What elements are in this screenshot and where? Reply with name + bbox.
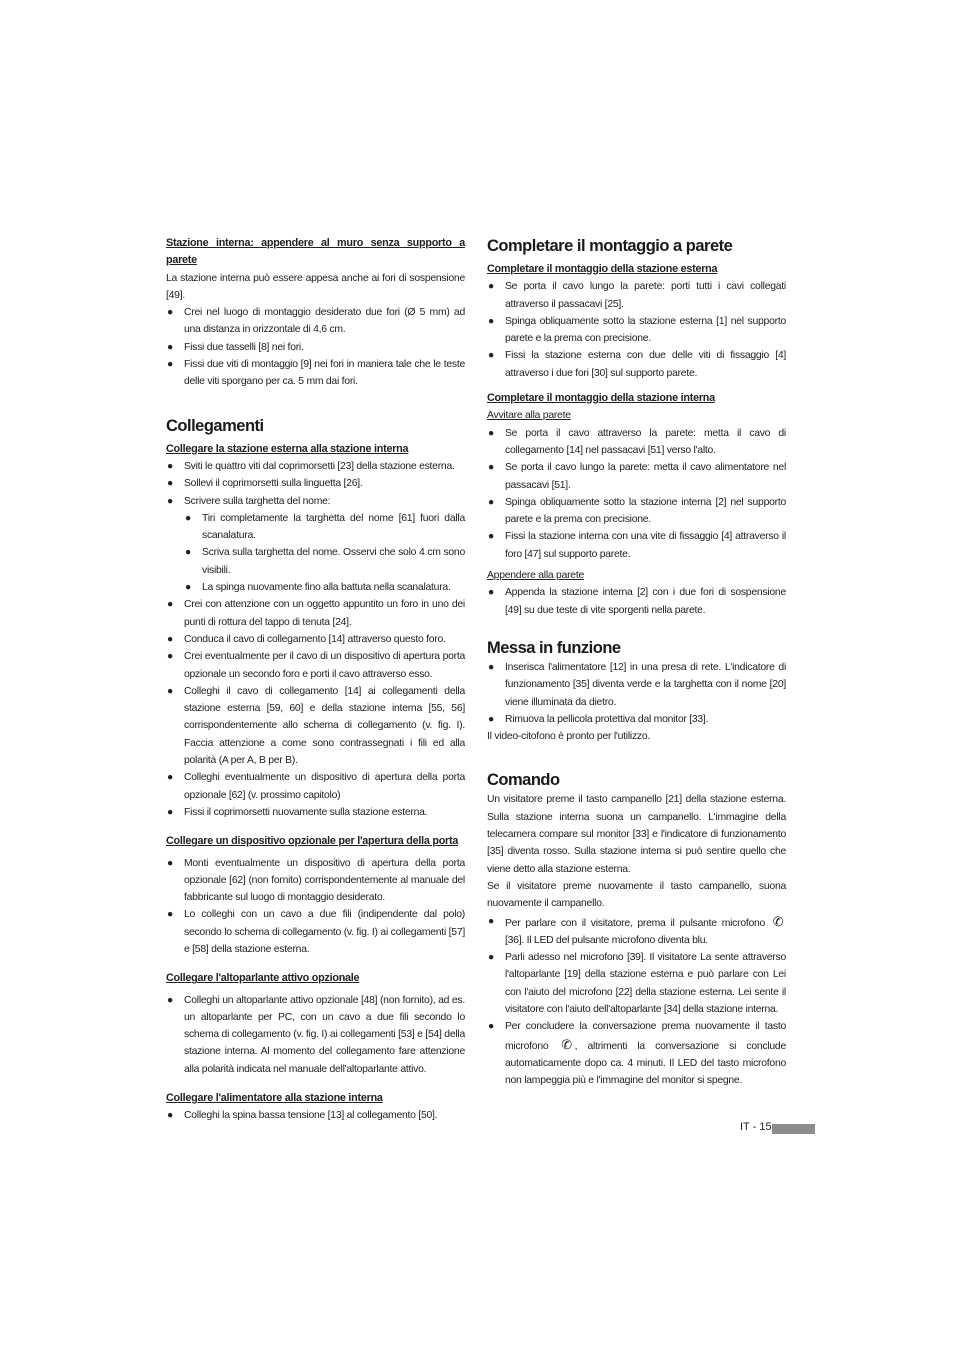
page-footer-bar: [772, 1124, 815, 1134]
bullet-icon: ●: [167, 599, 174, 611]
bullet-list: [487, 425, 786, 563]
bullet-list: [166, 1107, 465, 1124]
subsection-title-screw: Avvitare alla parete: [487, 410, 571, 422]
bullet-list: [166, 458, 465, 596]
list-item: ● Sollevi il coprimorsetti sulla linguetta [26].: [166, 475, 465, 492]
list-item: ● Sviti le quattro viti dal coprimorsetti [23] della stazione esterna.: [166, 458, 465, 475]
list-item: ● Crei eventualmente per il cavo di un dispositivo di apertura porta opzionale un secondo foro e porti il cavo attraverso esso.: [166, 648, 465, 683]
bullet-icon: ●: [488, 915, 495, 927]
paragraph: Un visitatore preme il tasto campanello [21] della stazione esterna. Sulla stazione interna suona un campanello. L'immagine della telecamera compare sul monitor [33] e l'indicatore di funzionamento [35] diventa rosso. Sulla stazione interna si può sentire quello che viene detto alla stazione esterna.: [487, 794, 786, 875]
list-item: ● Tiri completamente la targhetta del nome [61] fuori dalla scanalatura.: [184, 510, 465, 545]
list-item: ● La spinga nuovamente fino alla battuta nella scanalatura.: [184, 579, 465, 596]
heading-comando: Comando: [487, 771, 560, 790]
bullet-icon: ●: [167, 994, 174, 1006]
list-item: ● Parli adesso nel microfono [39]. Il visitatore La sente attraverso l'altoparlante [19] della stazione esterna e può parlare con Lei con l'aiuto del microfono [22] della stazione esterna. Lei sente il visitatore con l'aiuto dell'altoparlante [34] della stazione interna.: [487, 949, 786, 1018]
list-item: ● Colleghi il cavo di collegamento [14] ai collegamenti della stazione esterna [59, 60] e della stazione interna [55, 56] corrispondentemente allo schema di collegamento (v. fig. I). Faccia attenzione a come sono contrassegnati i fili ed alla polarità (A per A, B per B).: [166, 683, 465, 769]
list-item: ● Se porta il cavo lungo la parete: porti tutti i cavi collegati attraverso il passacavi [25].: [487, 278, 786, 313]
list-item: ● Lo colleghi con un cavo a due fili (indipendente dal polo) secondo lo schema di collegamento (v. fig. I) ai collegamenti [57] e [58] della stazione esterna.: [166, 906, 465, 958]
list-item: ● Spinga obliquamente sotto la stazione esterna [1] nel supporto parete e la prema con precisione.: [487, 313, 786, 348]
bullet-icon: ●: [167, 857, 174, 869]
bullet-icon: ●: [488, 531, 495, 543]
heading-collegamenti: Collegamenti: [166, 416, 264, 435]
list-item: ● Fissi la stazione esterna con due delle viti di fissaggio [4] attraverso i due fori [30] sul supporto parete.: [487, 347, 786, 382]
bullet-list: [166, 304, 465, 390]
bullet-icon: ●: [167, 341, 174, 353]
right-column: [487, 235, 786, 1089]
bullet-icon: ●: [488, 315, 495, 327]
bullet-icon: ●: [185, 582, 192, 594]
list-item: ● Colleghi un altoparlante attivo opzionale [48] (non fornito), ad es. un altoparlante per PC, con un cavo a due fili secondo lo schema di collegamento (v. fig. I) ai collegamenti [53] e [54] della stazione interna. Al momento del collegamento fare attenzione alla polarità indicata nel manuale dell'altoparlante attivo.: [166, 992, 465, 1078]
bullet-icon: ●: [185, 512, 192, 524]
bullet-icon: ●: [167, 359, 174, 371]
section-title-outdoor-station: Completare il montaggio della stazione esterna: [487, 263, 718, 275]
bullet-list: [487, 278, 786, 382]
bullet-list: [487, 913, 786, 1090]
bullet-list: [166, 992, 465, 1078]
list-item: ● Se porta il cavo attraverso la parete: metta il cavo di collegamento [14] nel passacavi [51] verso l'alto.: [487, 425, 786, 460]
bullet-icon: ●: [167, 495, 174, 507]
section-title-active-speaker: Collegare l'altoparlante attivo opzionale: [166, 972, 360, 985]
bullet-list: [166, 596, 465, 821]
list-item: ● Spinga obliquamente sotto la stazione interna [2] nel supporto parete e la prema con precisione.: [487, 494, 786, 529]
list-item: ● Fissi la stazione interna con una vite di fissaggio [4] attraverso il foro [47] sul supporto parete.: [487, 528, 786, 563]
list-item: ● Fissi due viti di montaggio [9] nei fori in maniera tale che le teste delle viti sporgano per ca. 5 mm dai fori.: [166, 356, 465, 391]
list-item: ● Monti eventualmente un dispositivo di apertura della porta opzionale [62] (non fornito) corrispondentemente al manuale del fabbricante sul luogo di montaggio desiderato.: [166, 855, 465, 907]
bullet-icon: ●: [488, 462, 495, 474]
list-item: ● Inserisca l'alimentatore [12] in una presa di rete. L'indicatore di funzionamento [35] diventa verde e la targhetta con il nome [20] viene illuminata da dietro.: [487, 659, 786, 711]
paragraph: La stazione interna può essere appesa anche ai fori di sospensione [49].: [166, 272, 465, 301]
bullet-icon: ●: [185, 547, 192, 559]
list-item: ● Scrivere sulla targhetta del nome: ● Tiri completamente la targhetta del nome [61] fuori dalla scanalatura. ● Scriva sulla targhetta del nome. Osservi che solo 4 cm sono visibili. ● La spinga nuovamente fino alla battuta nella scanalatura.: [166, 493, 465, 597]
bullet-icon: ●: [167, 478, 174, 490]
heading-messa-in-funzione: Messa in funzione: [487, 638, 621, 657]
left-column: [166, 235, 465, 1125]
list-item: ● Rimuova la pellicola protettiva dal monitor [33].: [487, 711, 786, 728]
phone-icon: ✆: [561, 1036, 572, 1052]
list-item: ● Appenda la stazione interna [2] con i due fori di sospensione [49] su due teste di vite sporgenti nella parete.: [487, 584, 786, 619]
bullet-icon: ●: [488, 952, 495, 964]
bullet-icon: ●: [488, 281, 495, 293]
bullet-icon: ●: [488, 713, 495, 725]
bullet-icon: ●: [488, 587, 495, 599]
bullet-icon: ●: [167, 772, 174, 784]
section-title-door-opener: Collegare un dispositivo opzionale per l'apertura della porta: [166, 835, 459, 848]
bullet-list: [166, 855, 465, 959]
paragraph: Il video-citofono è pronto per l'utilizzo.: [487, 731, 651, 743]
bullet-list: [487, 659, 786, 728]
bullet-icon: ●: [167, 460, 174, 472]
paragraph: Se il visitatore preme nuovamente il tasto campanello, suona nuovamente il campanello.: [487, 880, 786, 910]
section-title-connect-stations: Collegare la stazione esterna alla stazione interna: [166, 442, 409, 455]
list-item: ● Colleghi eventualmente un dispositivo di apertura della porta opzionale [62] (v. prossimo capitolo): [166, 769, 465, 804]
bullet-icon: ●: [167, 651, 174, 663]
list-item: ● Fissi il coprimorsetti nuovamente sulla stazione esterna.: [166, 804, 465, 821]
bullet-icon: ●: [167, 307, 174, 319]
bullet-icon: ●: [488, 1021, 495, 1033]
list-item: ● Se porta il cavo lungo la parete: metta il cavo alimentatore nel passacavi [51].: [487, 459, 786, 494]
list-item: ● Conduca il cavo di collegamento [14] attraverso questo foro.: [166, 631, 465, 648]
bullet-icon: ●: [488, 350, 495, 362]
list-item: ● Per concludere la conversazione prema nuovamente il tasto microfono ✆ , altrimenti la conversazione si conclude automaticamente dopo ca. 4 minuti. Il LED del tasto microfono non lampeggia più e l'immagine del monitor si spegne.: [487, 1018, 786, 1089]
section-title-indoor-station: Completare il montaggio della stazione interna: [487, 392, 715, 405]
bullet-icon: ●: [167, 806, 174, 818]
bullet-list: [487, 584, 786, 619]
bullet-icon: ●: [488, 427, 495, 439]
heading-montaggio: Completare il montaggio a parete: [487, 237, 733, 255]
sub-bullet-list: [184, 510, 465, 596]
bullet-icon: ●: [167, 1110, 174, 1122]
section-title-wall-mount-indoor: Stazione interna: appendere al muro senza supporto a parete: [166, 237, 465, 267]
list-item: ● Crei con attenzione con un oggetto appuntito un foro in uno dei punti di rottura del tappo di tenuta [24].: [166, 596, 465, 631]
bullet-icon: ●: [488, 661, 495, 673]
list-item: ● Colleghi la spina bassa tensione [13] al collegamento [50].: [166, 1107, 465, 1124]
bullet-icon: ●: [167, 633, 174, 645]
bullet-icon: ●: [167, 909, 174, 921]
list-item: ● Per parlare con il visitatore, prema il pulsante microfono ✆ [36]. Il LED del pulsante microfono diventa blu.: [487, 913, 786, 950]
subsection-title-hang: Appendere alla parete: [487, 570, 585, 582]
phone-icon: ✆: [772, 913, 784, 929]
section-title-power-supply: Collegare l'alimentatore alla stazione interna: [166, 1092, 383, 1105]
bullet-icon: ●: [488, 496, 495, 508]
bullet-icon: ●: [167, 685, 174, 697]
list-item: ● Scriva sulla targhetta del nome. Osservi che solo 4 cm sono visibili.: [184, 544, 465, 579]
page-number: IT - 15: [740, 1121, 772, 1133]
list-item: ● Fissi due tasselli [8] nei fori.: [166, 339, 465, 356]
list-item: ● Crei nel luogo di montaggio desiderato due fori (Ø 5 mm) ad una distanza in orizzontale di 4,6 cm.: [166, 304, 465, 339]
